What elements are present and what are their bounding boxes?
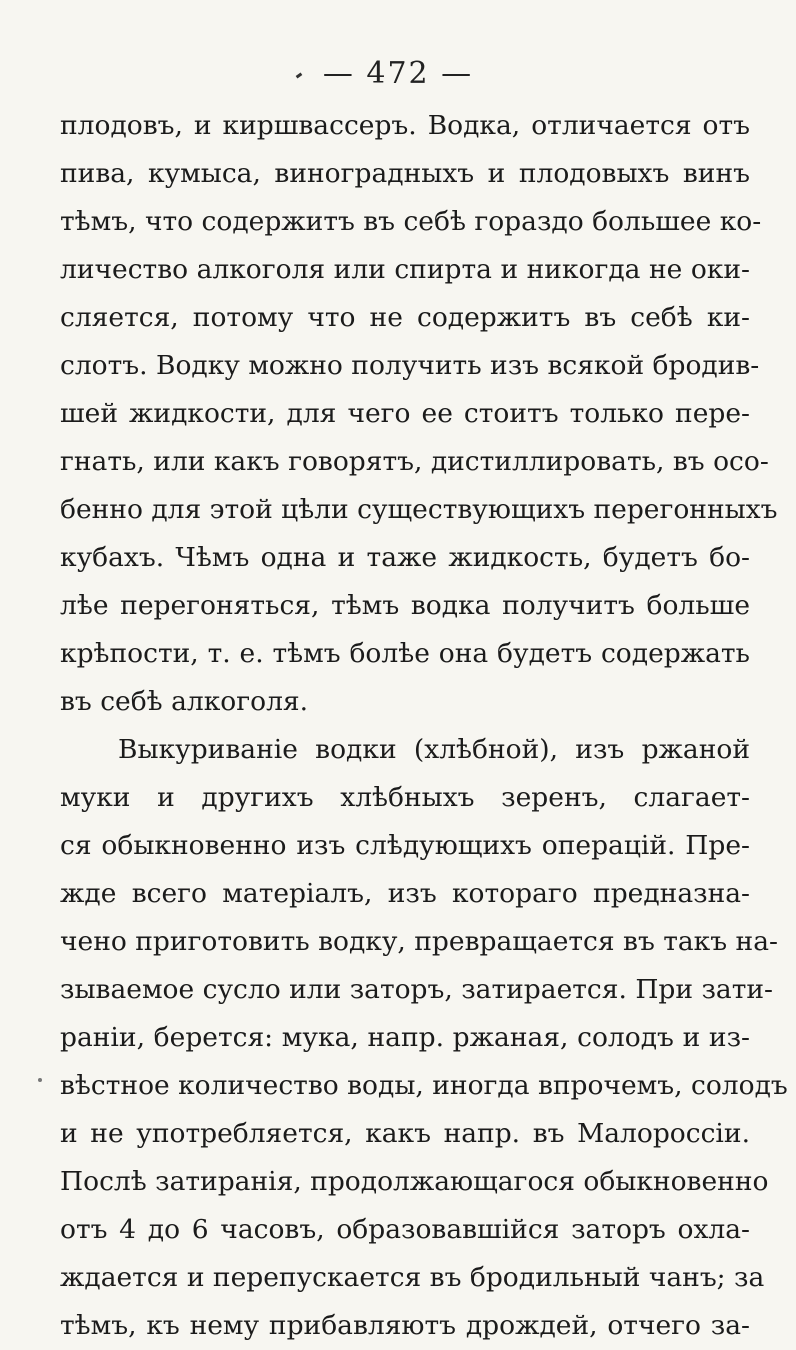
text-line: лѣе перегоняться, тѣмъ водка получитъ больше xyxy=(60,590,750,621)
text-line: шей жидкости, для чего ее стоитъ только пере- xyxy=(60,398,750,429)
text-line: кубахъ. Чѣмъ одна и таже жидкость, будетъ бо- xyxy=(60,542,750,573)
text-line: муки и другихъ хлѣбныхъ зеренъ, слагает- xyxy=(60,782,750,813)
text-line: тѣмъ, что содержитъ въ себѣ гораздо большее ко- xyxy=(60,206,762,237)
text-line: и не употребляется, какъ напр. въ Малороссіи. xyxy=(60,1118,750,1149)
text-line: бенно для этой цѣли существующихъ перегонныхъ xyxy=(60,494,778,525)
text-line: личество алкоголя или спирта и никогда не оки- xyxy=(60,254,750,285)
text-line: отъ 4 до 6 часовъ, образовавшійся заторъ охла- xyxy=(60,1214,750,1245)
text-line: Послѣ затиранія, продолжающагося обыкновенно xyxy=(60,1166,769,1197)
text-line: крѣпости, т. е. тѣмъ болѣе она будетъ содержать xyxy=(60,638,750,669)
text-line: зываемое сусло или заторъ, затирается. При зати- xyxy=(60,974,774,1005)
text-line: тѣмъ, къ нему прибавляютъ дрождей, отчего за- xyxy=(60,1310,750,1341)
text-line: пива, кумыса, виноградныхъ и плодовыхъ винъ xyxy=(60,158,750,189)
text-line: слотъ. Водку можно получить изъ всякой бродив- xyxy=(60,350,760,381)
page-body xyxy=(60,102,788,1350)
text-line: ся обыкновенно изъ слѣдующихъ операцій. Пре- xyxy=(60,830,750,861)
text-line: вѣстное количество воды, иногда впрочемъ, солодъ xyxy=(60,1070,788,1101)
paragraph-end-line: въ себѣ алкоголя. xyxy=(60,686,309,717)
text-line: ждается и перепускается въ бродильный чанъ; за xyxy=(60,1262,765,1293)
paragraph-first-line: Выкуриваніе водки (хлѣбной), изъ ржаной xyxy=(118,734,750,765)
text-line: плодовъ, и киршвассеръ. Водка, отличается отъ xyxy=(60,110,750,141)
text-line: гнать, или какъ говорятъ, дистиллировать, въ осо- xyxy=(60,446,769,477)
text-line: раніи, берется: мука, напр. ржаная, солодъ и из- xyxy=(60,1022,750,1053)
text-line: жде всего матеріалъ, изъ котораго предназна- xyxy=(60,878,750,909)
margin-speck xyxy=(38,1078,42,1082)
text-line: чено приготовить водку, превращается въ такъ на- xyxy=(60,926,778,957)
page-number: — 472 — xyxy=(322,56,474,91)
text-line: сляется, потому что не содержитъ въ себѣ ки- xyxy=(60,302,750,333)
